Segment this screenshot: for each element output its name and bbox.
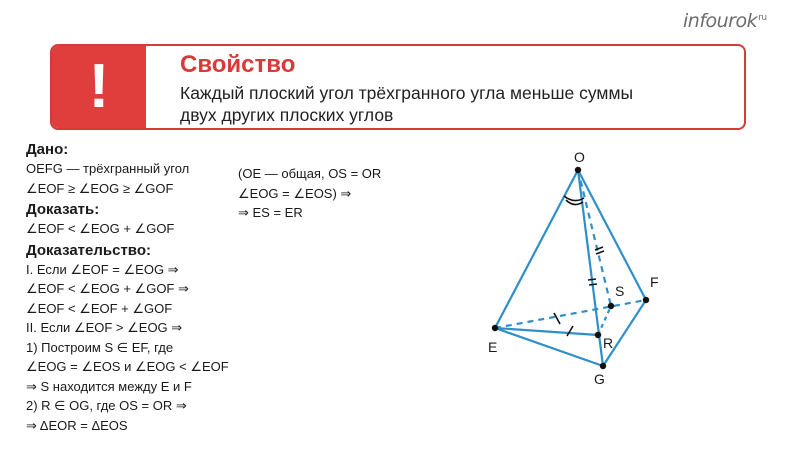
tick-mark — [567, 326, 573, 336]
segment-EF — [495, 300, 646, 328]
trihedral-angle-figure — [470, 140, 690, 390]
point-F — [643, 297, 649, 303]
infourok-logo: infourok$^{ru}$ — [683, 10, 767, 32]
proof-column — [26, 140, 241, 435]
tick-mark — [596, 251, 604, 254]
point-R — [595, 332, 601, 338]
side-note-line: ∠EOG = ∠EOS) ⇒ — [238, 185, 352, 201]
label-F: F — [650, 274, 659, 290]
banner-text-line: Каждый плоский угол трёхгранного угла меньше суммы — [180, 83, 634, 103]
banner-text-line: двух других плоских углов — [180, 105, 394, 125]
proof-line: 2) R ∈ OG, где OS = OR ⇒ — [26, 398, 187, 413]
side-note-line: ⇒ ES = ER — [238, 205, 303, 220]
given-heading: Дано: — [26, 141, 69, 158]
label-S: S — [615, 283, 625, 299]
property-banner — [50, 44, 746, 130]
tick-mark — [588, 279, 596, 280]
proof-line: ∠EOF < ∠EOG + ∠GOF ⇒ — [26, 281, 189, 296]
proof-line: ∠EOG = ∠EOS и ∠EOG < ∠EOF — [26, 359, 229, 374]
tick-mark — [554, 313, 560, 324]
proof-line: ∠EOF < ∠EOF + ∠GOF — [26, 300, 173, 316]
to-prove-heading: Доказать: — [26, 201, 100, 218]
proof-line: ⇒ ΔEOR = ΔEOS — [26, 417, 128, 433]
point-O — [575, 167, 581, 173]
exclamation-icon: ! — [52, 46, 146, 128]
proof-heading: Доказательство: — [26, 241, 151, 259]
given-line: ∠EOF ≥ ∠EOG ≥ ∠GOF — [26, 180, 174, 196]
proof-line: II. Если ∠EOF > ∠EOG ⇒ — [26, 320, 183, 335]
edge-OE — [495, 170, 578, 328]
to-prove-line: ∠EOF < ∠EOG + ∠GOF — [26, 221, 175, 236]
proof-line: ⇒ S находится между E и F — [26, 378, 192, 394]
given-line: OEFG — трёхгранный угол — [26, 161, 190, 176]
label-E: E — [488, 339, 498, 355]
segment-OS — [578, 170, 611, 306]
proof-line: 1) Построим S ∈ EF, где — [26, 339, 174, 355]
banner-title: Свойство — [180, 51, 296, 78]
side-note — [238, 164, 438, 223]
point-E — [492, 325, 498, 331]
point-G — [600, 363, 606, 369]
label-R: R — [603, 335, 614, 351]
tick-mark — [589, 284, 597, 285]
banner-text — [180, 82, 720, 126]
label-O: O — [574, 149, 585, 165]
label-G: G — [594, 371, 605, 387]
point-S — [608, 303, 614, 309]
proof-line: I. Если ∠EOF = ∠EOG ⇒ — [26, 261, 179, 277]
segment-RS — [598, 306, 611, 335]
side-note-line: (OE — общая, OS = OR — [238, 166, 382, 181]
